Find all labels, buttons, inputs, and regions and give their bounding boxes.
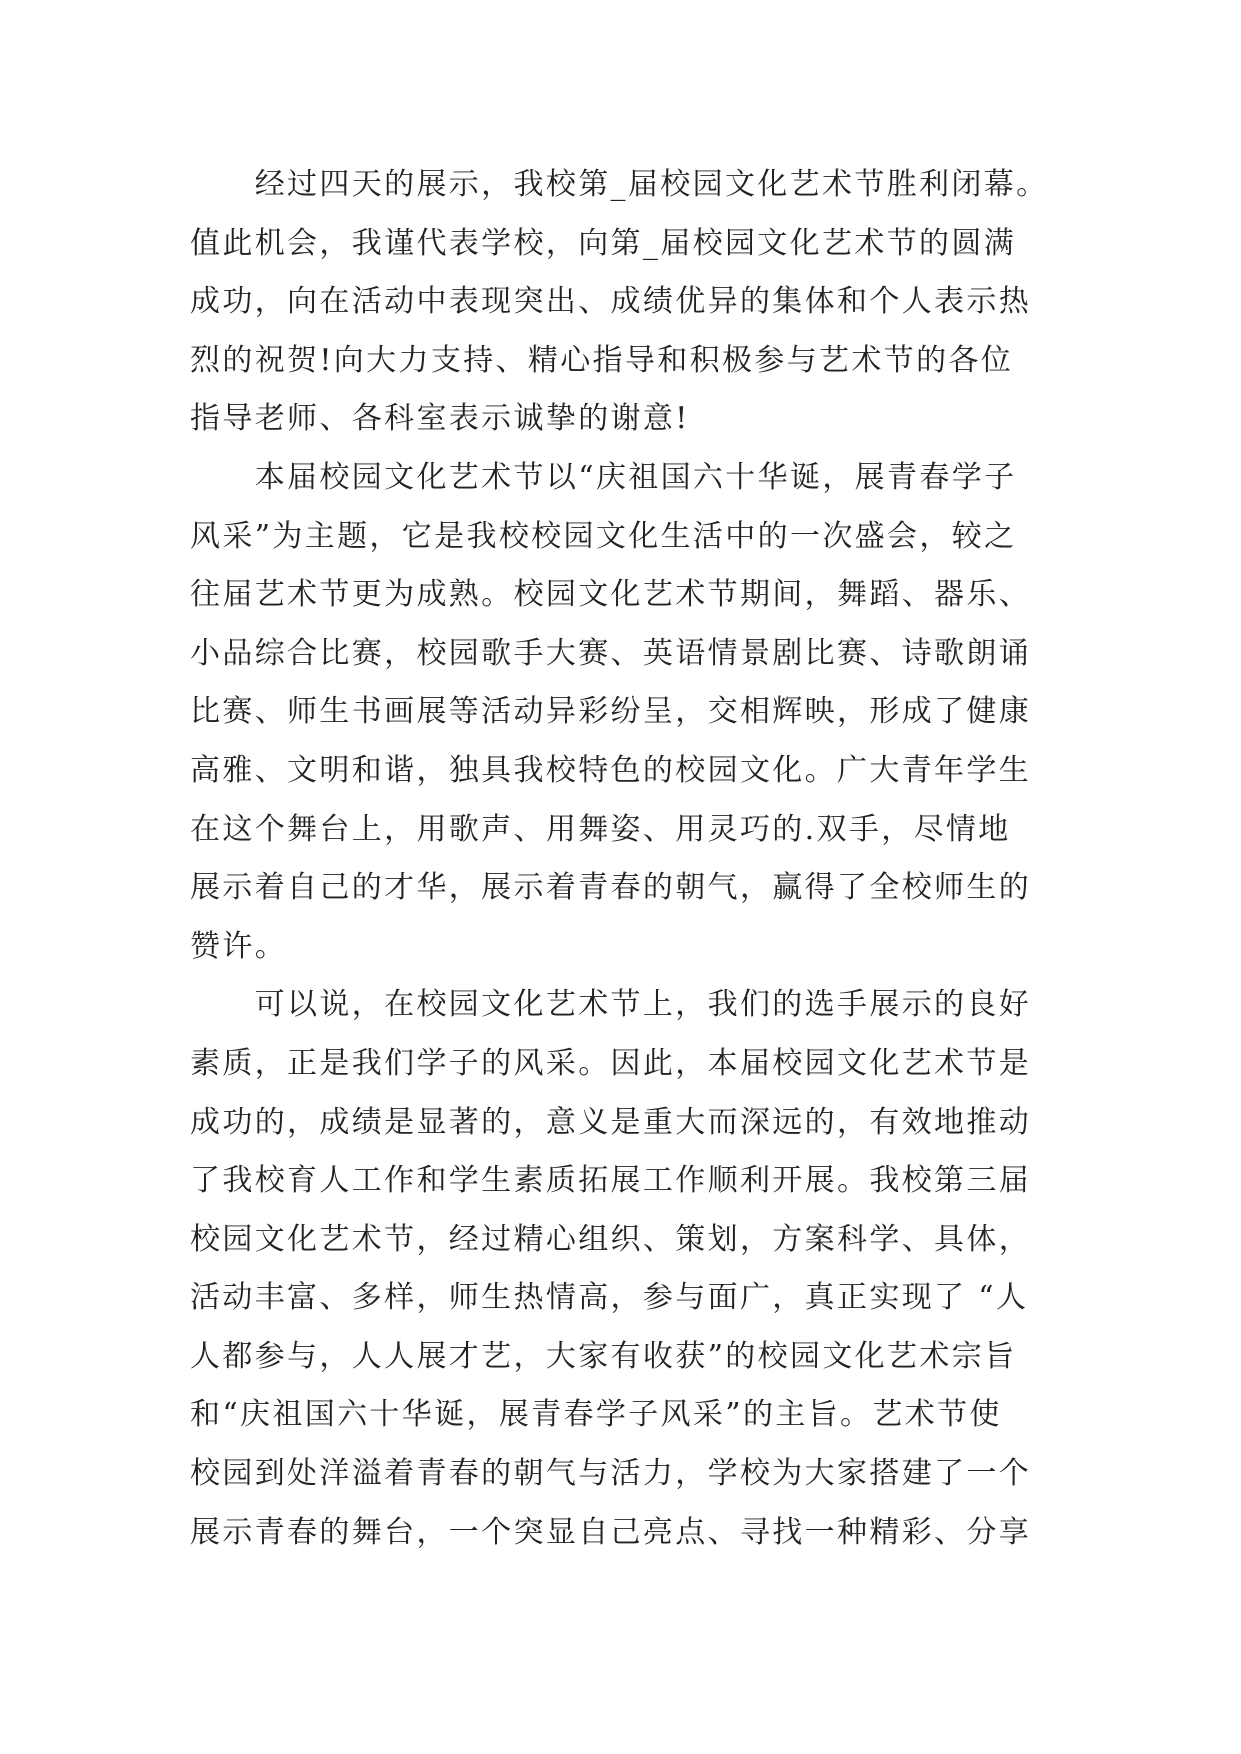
text-line: 成功的，成绩是显著的，意义是重大而深远的，有效地推动 — [190, 1104, 1032, 1140]
text-line: 往届艺术节更为成熟。校园文化艺术节期间，舞蹈、器乐、 — [190, 577, 1032, 613]
paragraph — [190, 156, 1070, 449]
text-line: 烈的祝贺!向大力支持、精心指导和积极参与艺术节的各位 — [190, 342, 1014, 378]
text-line: 值此机会，我谨代表学校，向第_届校园文化艺术节的圆满 — [190, 225, 1017, 261]
text-line: 经过四天的展示，我校第_届校园文化艺术节胜利闭幕。 — [190, 167, 1049, 202]
paragraph — [190, 976, 1070, 1562]
text-line: 了我校育人工作和学生素质拓展工作顺利开展。我校第三届 — [190, 1163, 1032, 1199]
text-line: 人都参与，人人展才艺，大家有收获”的校园文化艺术宗旨 — [190, 1338, 1017, 1374]
text-line: 可以说，在校园文化艺术节上，我们的选手展示的良好 — [190, 987, 1032, 1023]
text-line: 和“庆祖国六十华诞，展青春学子风采”的主旨。艺术节使 — [190, 1397, 1002, 1433]
text-line: 高雅、文明和谐，独具我校特色的校园文化。广大青年学生 — [190, 752, 1032, 788]
text-line: 校园文化艺术节，经过精心组织、策划，方案科学、具体， — [190, 1221, 1032, 1257]
text-line: 风采”为主题，它是我校校园文化生活中的一次盛会，较之 — [190, 518, 1017, 554]
text-line: 展示着自己的才华，展示着青春的朝气，赢得了全校师生的 — [190, 870, 1032, 906]
text-line: 活动丰富、多样，师生热情高，参与面广，真正实现了 “人 — [190, 1280, 1029, 1316]
text-line: 比赛、师生书画展等活动异彩纷呈，交相辉映，形成了健康 — [190, 694, 1032, 730]
text-line: 指导老师、各科室表示诚挚的谢意! — [190, 401, 690, 437]
text-line: 本届校园文化艺术节以“庆祖国六十华诞，展青春学子 — [190, 459, 1017, 495]
text-line: 在这个舞台上，用歌声、用舞姿、用灵巧的.双手，尽情地 — [190, 811, 1011, 847]
text-line: 校园到处洋溢着青春的朝气与活力，学校为大家搭建了一个 — [190, 1456, 1032, 1492]
text-line: 素质，正是我们学子的风采。因此，本届校园文化艺术节是 — [190, 1045, 1032, 1081]
paragraph — [190, 449, 1070, 976]
text-line: 赞许。 — [190, 928, 288, 964]
text-line: 成功，向在活动中表现突出、成绩优异的集体和个人表示热 — [190, 284, 1032, 320]
text-line: 展示青春的舞台，一个突显自己亮点、寻找一种精彩、分享 — [190, 1514, 1032, 1550]
document-body — [190, 156, 1070, 1562]
text-line: 小品综合比赛，校园歌手大赛、英语情景剧比赛、诗歌朗诵 — [190, 635, 1032, 671]
